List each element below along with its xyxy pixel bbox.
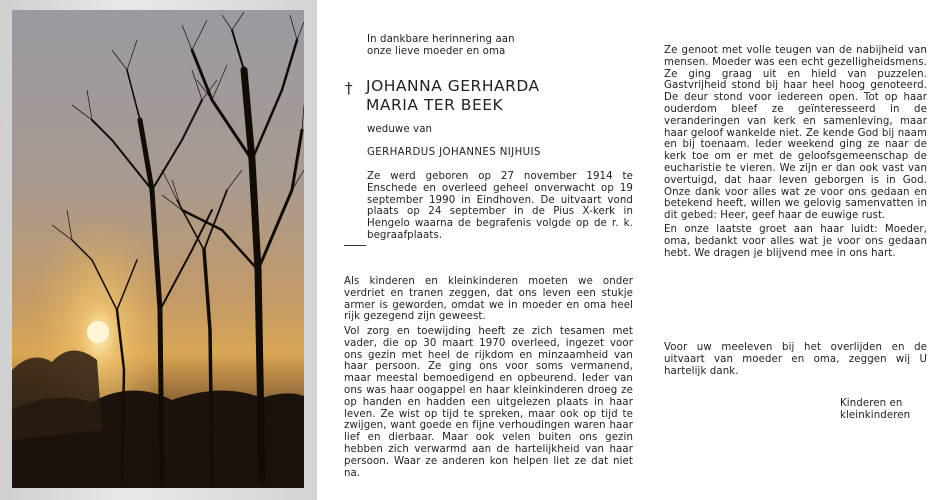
photo-panel bbox=[0, 0, 316, 500]
paragraph-dedication: Vol zorg en toewijding heeft ze zich tesamen met vader, die op 30 maart 1970 overleed, ingezet voor ons gezin met heel de rijkdom en minzaamheid van haar persoon. Ze ging ons voor soms vermanend, maar meestal bemoedigend en opbeurend. Ieder van ons was haar oogappel en haar kleinkinderen droeg ze op handen en hadden een uitgelezen plaats in haar leven. Ze wist op tijd te spreken, maar ook op tijd te zwijgen, want goede en fijne verhoudingen waren haar lief en dierbaar. Maar ook velen buiten ons gezin hebben zich verwarmd aan de hartelijkheid van haar persoon. Waar ze anderen kon helpen liet ze dat niet na. bbox=[344, 326, 633, 479]
panel-divider bbox=[316, 0, 317, 500]
signature-line2: kleinkinderen bbox=[840, 409, 911, 421]
deceased-name-line2: MARIA TER BEEK bbox=[366, 96, 504, 114]
widow-of-label: weduwe van bbox=[367, 124, 433, 135]
biography-paragraph: Ze werd geboren op 27 november 1914 te Enschede en overleed geheel onverwacht op 19 september 1990 in Eindhoven. De uitvaart vond plaats op 24 september in de Pius X-kerk in Hengelo waarna de begrafenis volgde op de r. k. begraafplaats. bbox=[367, 171, 633, 241]
deceased-name bbox=[366, 77, 626, 115]
thanks-note: Voor uw meeleven bij het overlijden en de uitvaart van moeder en oma, zeggen wij U hartelijk dank. bbox=[664, 342, 927, 377]
paragraph-farewell: En onze laatste groet aan haar luidt: Moeder, oma, bedankt voor alles wat je voor ons gedaan hebt. We dragen je blijvend mee in ons hart. bbox=[664, 224, 927, 259]
sunset-trees-photo bbox=[12, 10, 304, 488]
signature-line1: Kinderen en bbox=[840, 398, 903, 409]
intro-text: In dankbare herinnering aan onze lieve moeder en oma bbox=[367, 34, 515, 57]
deceased-name-line1: JOHANNA GERHARDA bbox=[366, 77, 540, 95]
husband-name: GERHARDUS JOHANNES NIJHUIS bbox=[367, 147, 541, 158]
section-divider bbox=[344, 245, 366, 246]
paragraph-children: Als kinderen en kleinkinderen moeten we onder verdriet en tranen zeggen, dat ons leven een stukje armer is geworden, omdat we in moeder en oma heel rijk gezegend zijn geweest. bbox=[344, 276, 633, 323]
signature bbox=[840, 398, 940, 422]
paragraph-sociable: Ze genoot met volle teugen van de nabijheid van mensen. Moeder was een echt gezelligheidsmens. Ze ging graag uit en hield van puzzelen. Gastvrijheid stond bij haar heel hoog genoteerd. De deur stond voor iedereen open. Tot op haar ouderdom bleef ze geïnteresseerd in de veranderingen van kerk en samenleving, maar haar geloof wankelde niet. Ze kende God bij naam en bij toenaam. Ieder weekend ging ze naar de kerk toe om er met de geloofsgemeenschap de eucharistie te vieren. We zijn er dan ook vast van overtuigd, dat haar leven geborgen is in God. Onze dank voor alles wat ze voor ons gedaan en betekend heeft, willen we gelovig samenvatten in dit gebed: Heer, geef haar de euwige rust. bbox=[664, 45, 927, 222]
cross-icon: † bbox=[345, 79, 353, 97]
